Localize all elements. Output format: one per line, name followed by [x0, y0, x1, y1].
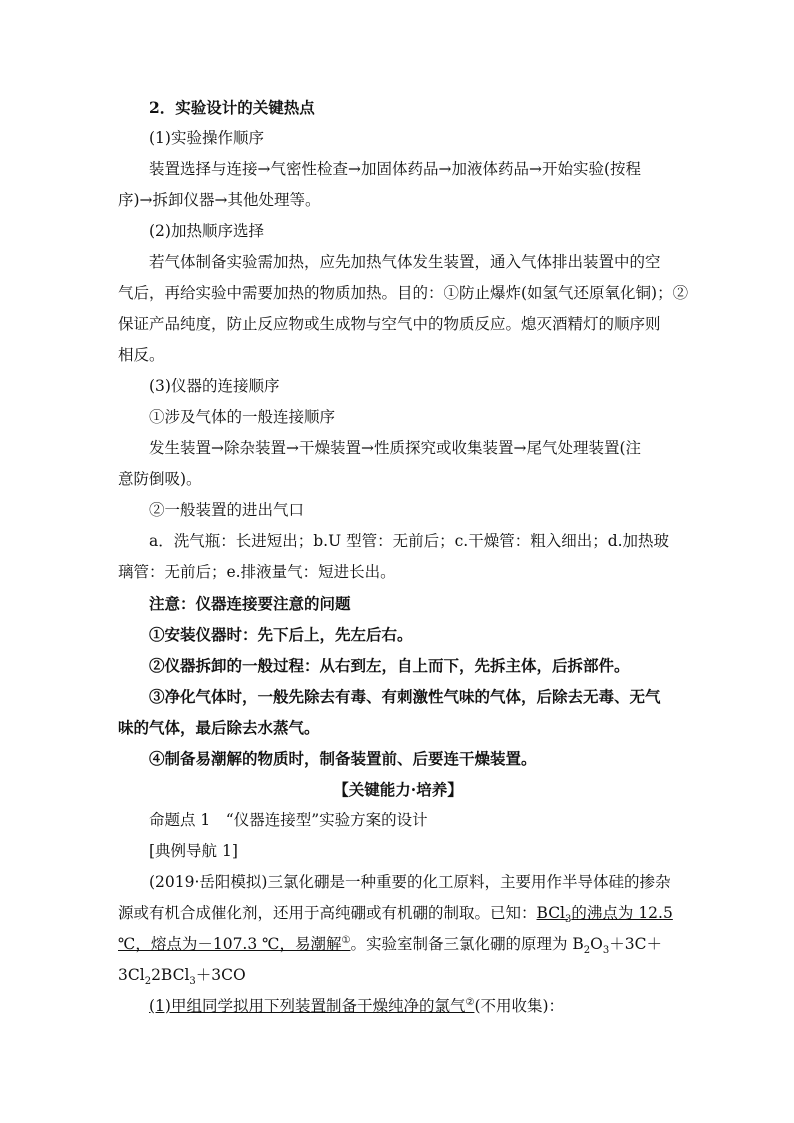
- text-span: ＋3CO: [195, 966, 246, 984]
- paragraph-line: 意防倒吸)。: [118, 470, 202, 488]
- footnote-marker: ②: [465, 996, 475, 1008]
- text-span: ℃，熔点为－107.3 ℃，易潮解: [118, 935, 342, 953]
- paragraph-line: (2019·岳阳模拟)三氯化硼是一种重要的化工原料，主要用作半导体硅的掺杂: [149, 873, 671, 891]
- underlined-formula: [536, 904, 673, 926]
- paragraph-line: 若气体制备实验需加热，应先加热气体发生装置，通入气体排出装置中的空: [149, 253, 661, 271]
- text-span: BCl: [536, 904, 566, 922]
- sub-item: ①涉及气体的一般连接顺序: [149, 408, 336, 426]
- text-span: 。实验室制备三氯化硼的原理为 B: [350, 935, 584, 953]
- subscript: 3: [565, 914, 572, 926]
- section-title: 2．实验设计的关键热点: [149, 98, 315, 117]
- text-span: 3Cl: [118, 966, 145, 984]
- paragraph-line: 璃管：无前后；e.排液量气：短进长出。: [118, 563, 396, 581]
- note-heading: 注意：仪器连接要注意的问题: [149, 594, 351, 613]
- footnote-marker: ①: [341, 934, 351, 946]
- underlined-text: [118, 935, 350, 953]
- paragraph-line: [118, 898, 678, 929]
- document-page: [118, 92, 689, 1022]
- subheading-heating-order: (2)加热顺序选择: [149, 222, 264, 240]
- note-item: ④制备易潮解的物质时，制备装置前、后要连干燥装置。: [149, 749, 537, 768]
- text-span: O: [590, 935, 603, 953]
- section-banner: 【关键能力·培养】: [333, 780, 463, 799]
- paragraph-line: 相反。: [118, 346, 165, 364]
- text-span: 的沸点为 12.5: [571, 904, 673, 922]
- text-span: 源或有机合成催化剂，还用于高纯硼或有机硼的制取。已知：: [118, 904, 537, 922]
- subscript: 2: [583, 945, 591, 957]
- paragraph-line: [118, 929, 678, 960]
- paragraph-line: 保证产品纯度，防止反应物或生成物与空气中的物质反应。熄灭酒精灯的顺序则: [118, 315, 661, 333]
- text-span: 2BCl: [151, 966, 190, 984]
- subscript: 3: [189, 976, 196, 988]
- paragraph-line: 序)→拆卸仪器→其他处理等。: [118, 191, 321, 209]
- subscript: 2: [144, 976, 152, 988]
- question-line: [118, 991, 678, 1022]
- subscript: 3: [602, 945, 610, 957]
- note-item: ②仪器拆卸的一般过程：从右到左，自上而下，先拆主体，后拆部件。: [149, 656, 630, 675]
- text-span: ＋3C＋: [609, 935, 662, 953]
- sub-item: ②一般装置的进出气口: [149, 501, 305, 519]
- subheading-operation-order: (1)实验操作顺序: [149, 129, 264, 147]
- paragraph-line: [118, 960, 678, 991]
- example-label: [典例导航 1]: [149, 842, 238, 860]
- paragraph-line: 气后，再给实验中需要加热的物质加热。目的：①防止爆炸(如氢气还原氧化铜)；②: [118, 284, 689, 302]
- note-item: ③净化气体时，一般先除去有毒、有刺激性气味的气体，后除去无毒、无气: [149, 687, 661, 706]
- text-span: (不用收集)：: [474, 997, 565, 1015]
- text-span: (1)甲组同学拟用下列装置制备干燥纯净的氯气: [149, 997, 466, 1015]
- paragraph-line: 装置选择与连接→气密性检查→加固体药品→加液体药品→开始实验(按程: [149, 160, 641, 178]
- topic-heading: 命题点 1 “仪器连接型”实验方案的设计: [149, 811, 428, 829]
- paragraph-line: a．洗气瓶：长进短出；b.U 型管：无前后；c.干燥管：粗入细出；d.加热玻: [149, 532, 670, 550]
- subheading-connection-order: (3)仪器的连接顺序: [149, 377, 280, 395]
- underlined-text: [149, 997, 474, 1015]
- note-item: 味的气体，最后除去水蒸气。: [118, 718, 320, 737]
- note-item: ①安装仪器时：先下后上，先左后右。: [149, 625, 413, 644]
- paragraph-line: 发生装置→除杂装置→干燥装置→性质探究或收集装置→尾气处理装置(注: [149, 439, 641, 457]
